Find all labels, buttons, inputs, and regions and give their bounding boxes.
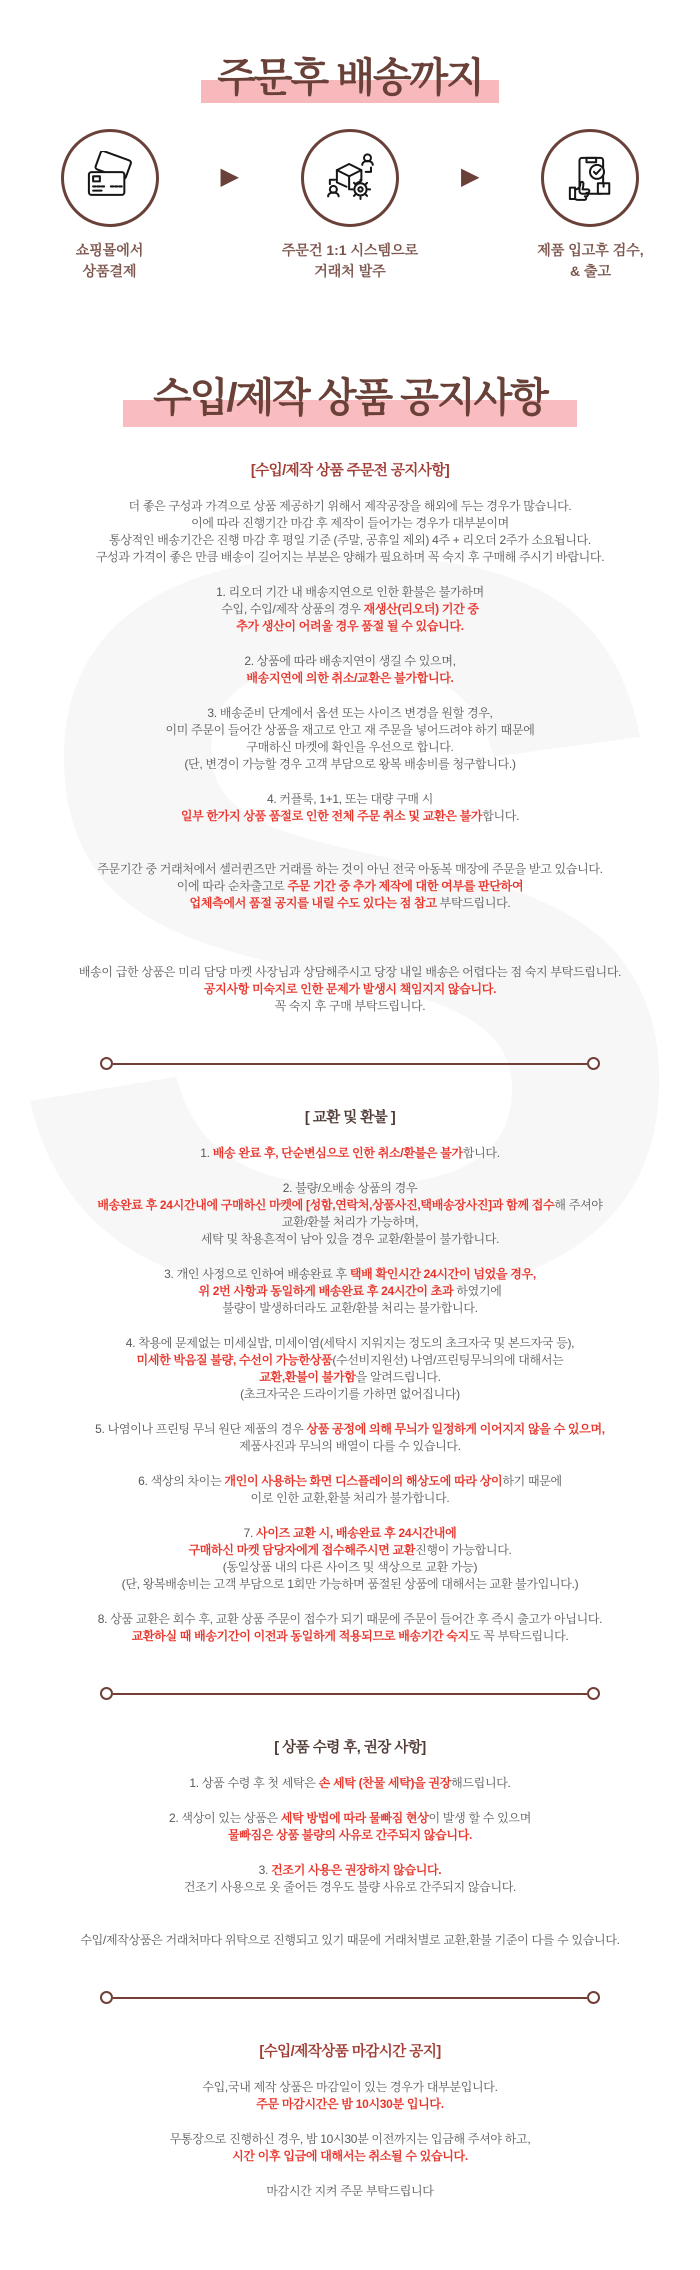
- text-segment: 부탁드립니다.: [436, 896, 511, 910]
- text-segment: 구성과 가격이 좋은 만큼 배송이 길어지는 부분은 양해가 필요하며 꼭 숙지 후 구매해 주시기 바랍니다.: [95, 550, 605, 564]
- notice-paragraph: [18, 1473, 682, 1507]
- notice-paragraph: [18, 705, 682, 773]
- text-segment: 이로 인한 교환,환불 처리가 불가합니다.: [250, 1491, 450, 1505]
- step-label: [537, 240, 643, 282]
- step-label-line1: 제품 입고후 검수,: [537, 242, 644, 258]
- text-segment: 2. 불량/오배송 상품의 경우: [282, 1181, 418, 1195]
- text-segment: 배송완료 후 24시간내에 구매하신 마켓에 [성함,연락처,상품사진,택배송장사진]과 함께 접수: [97, 1198, 555, 1212]
- process-title: [0, 46, 700, 103]
- process-step-order-system: [265, 129, 435, 282]
- text-segment: 구매하신 마켓 담당자에게 접수해주시면 교환: [188, 1543, 416, 1557]
- text-segment: 해드립니다.: [451, 1776, 511, 1790]
- text-segment: 교환/환불 처리가 가능하며,: [281, 1215, 419, 1229]
- step-label: [282, 240, 418, 282]
- text-segment: 택배 확인시간 24시간이 넘었을 경우,: [349, 1267, 536, 1281]
- text-segment: 일부 한가지 상품 품절로 인한 전체 주문 취소 및 교환은 불가: [180, 809, 483, 823]
- section-divider: [100, 1057, 600, 1070]
- step-icon-circle: [61, 129, 159, 227]
- text-segment: 위 2번 사항과 동일하게 배송완료 후 24시간이 초과: [198, 1284, 454, 1298]
- text-segment: 추가 생산이 어려울 경우 품절 될 수 있습니다.: [236, 619, 464, 633]
- text-segment: 수입,국내 제작 상품은 마감일이 있는 경우가 대부분입니다.: [202, 2080, 498, 2094]
- text-segment: 공지사항 미숙지로 인한 문제가 발생시 책임지지 않습니다.: [203, 982, 497, 996]
- text-segment: 무통장으로 진행하신 경우, 밤 10시30분 이전까지는 입금해 주셔야 하고,: [169, 2132, 531, 2146]
- text-segment: 이 발생 할 수 있으며: [428, 1811, 532, 1825]
- text-segment: 1.: [200, 1146, 213, 1160]
- notice-paragraph: [18, 653, 682, 687]
- notice-paragraph: [18, 498, 682, 566]
- section-heading: [ 교환 및 환불 ]: [304, 1110, 396, 1126]
- text-segment: 2. 상품에 따라 배송지연이 생길 수 있으며,: [244, 654, 456, 668]
- text-segment: 배송지연에 의한 취소/교환은 불가합니다.: [246, 671, 454, 685]
- notice-paragraph: [18, 791, 682, 825]
- text-segment: 구매하신 마켓에 확인을 우선으로 합니다.: [246, 740, 454, 754]
- notice-paragraph: [18, 1525, 682, 1593]
- section-divider: [100, 1991, 600, 2004]
- section-heading: [수입/제작상품 마감시간 공지]: [259, 2044, 441, 2060]
- process-step-inspection: [505, 129, 675, 282]
- notice-paragraph: [18, 964, 682, 1015]
- text-segment: 하였기에: [453, 1284, 502, 1298]
- step-label-line2: & 출고: [569, 263, 611, 279]
- text-segment: 미세한 박음질 불량, 수선이 가능한상품: [136, 1353, 333, 1367]
- order-process-steps: [0, 129, 700, 282]
- text-segment: 건조기 사용으로 옷 줄어든 경우도 불량 사유로 간주되지 않습니다.: [183, 1880, 517, 1894]
- text-segment: 제품사진과 무늬의 배열이 다를 수 있습니다.: [239, 1439, 461, 1453]
- text-segment: 사이즈 교환 시, 배송완료 후 24시간내에: [256, 1526, 457, 1540]
- section-heading: [수입/제작 상품 주문전 공지사항]: [250, 463, 450, 479]
- text-segment: 업체측에서 품절 공지를 내릴 수도 있다는 점 참고: [189, 896, 437, 910]
- notice-paragraph: [18, 1932, 682, 1949]
- divider-line: [113, 1063, 587, 1065]
- step-icon-circle: [541, 129, 639, 227]
- arrow-right-icon: ▶: [461, 163, 480, 190]
- notice-title: [0, 366, 700, 423]
- notice-paragraph: [18, 2131, 682, 2165]
- divider-line: [113, 1693, 587, 1695]
- notice-paragraph: [18, 1180, 682, 1248]
- text-segment: 수입/제작상품은 거래처마다 위탁으로 진행되고 있기 때문에 거래처별로 교환,환불 기준이 다를 수 있습니다.: [80, 1933, 620, 1947]
- step-label-line2: 상품결제: [82, 263, 137, 279]
- step-label-line1: 쇼핑몰에서: [75, 242, 144, 258]
- section-divider: [100, 1687, 600, 1700]
- divider-ring-icon: [587, 1687, 600, 1700]
- divider-ring-icon: [100, 1991, 113, 2004]
- text-segment: 교환하실 때 배송기간이 이전과 동일하게 적용되므로 배송기간 숙지: [131, 1629, 469, 1643]
- divider-ring-icon: [100, 1057, 113, 1070]
- text-segment: (초크자국은 드라이기를 가하면 없어집니다): [240, 1387, 460, 1401]
- text-segment: 마감시간 지켜 주문 부탁드립니다: [266, 2184, 434, 2198]
- step-label-line1: 주문건 1:1 시스템으로: [281, 242, 419, 258]
- divider-ring-icon: [100, 1687, 113, 1700]
- text-segment: (단, 변경이 가능할 경우 고객 부담으로 왕복 배송비를 청구합니다.): [184, 757, 516, 771]
- text-segment: 4. 커플룩, 1+1, 또는 대량 구매 시: [266, 792, 434, 806]
- text-segment: 도 꼭 부탁드립니다.: [468, 1629, 569, 1643]
- notice-paragraph: [18, 2079, 682, 2113]
- text-segment: 이에 따라 순차출고로: [176, 879, 288, 893]
- notice-paragraph: [18, 861, 682, 912]
- text-segment: 4. 착용에 문제없는 미세실밥, 미세이염(세탁시 지워지는 정도의 초크자국 및 본드자국 등),: [125, 1336, 575, 1350]
- text-segment: 진행이 가능합니다.: [415, 1543, 512, 1557]
- text-segment: 주문 마감시간은 밤 10시30분 입니다.: [256, 2097, 444, 2111]
- text-segment: 해 주셔야: [554, 1198, 603, 1212]
- text-segment: 하기 때문에: [502, 1474, 562, 1488]
- text-segment: 2. 색상이 있는 상품은: [168, 1811, 281, 1825]
- text-segment: (동일상품 내의 다른 사이즈 및 색상으로 교환 가능): [222, 1560, 478, 1574]
- text-segment: 3. 배송준비 단계에서 옵션 또는 사이즈 변경을 원할 경우,: [207, 706, 493, 720]
- text-segment: 3.: [258, 1863, 272, 1877]
- divider-ring-icon: [587, 1991, 600, 2004]
- inspection-icon: [562, 150, 618, 206]
- step-label: [76, 240, 144, 282]
- text-segment: 7.: [243, 1526, 257, 1540]
- text-segment: 합니다.: [482, 809, 520, 823]
- order-system-icon: [322, 150, 378, 206]
- notice-paragraph: [18, 1810, 682, 1844]
- text-segment: 건조기 사용은 권장하지 않습니다.: [271, 1863, 442, 1877]
- text-segment: 을 알려드립니다.: [355, 1370, 441, 1384]
- text-segment: (단, 왕복배송비는 고객 부담으로 1회만 가능하며 품절된 상품에 대해서는 교환 불가입니다.): [121, 1577, 579, 1591]
- text-segment: 배송 완료 후, 단순변심으로 인한 취소/환불은 불가: [212, 1146, 463, 1160]
- section-heading: [ 상품 수령 후, 권장 사항]: [274, 1740, 426, 1756]
- text-segment: 주문 기간 중 추가 제작에 대한 여부를 판단하여: [287, 879, 524, 893]
- notice-paragraph: [18, 1145, 682, 1162]
- text-segment: 꼭 숙지 후 구매 부탁드립니다.: [274, 999, 426, 1013]
- text-segment: 3. 개인 사정으로 인하여 배송완료 후: [164, 1267, 350, 1281]
- text-segment: 1. 상품 수령 후 첫 세탁은: [189, 1776, 319, 1790]
- notice-paragraph: [18, 584, 682, 635]
- text-segment: 시간 이후 입금에 대해서는 취소될 수 있습니다.: [232, 2149, 468, 2163]
- text-segment: 이에 따라 진행기간 마감 후 제작이 들어가는 경우가 대부분이며: [191, 516, 509, 530]
- text-segment: 상품 공정에 의해 무늬가 일정하게 이어지지 않을 수 있으며,: [306, 1422, 605, 1436]
- text-segment: 합니다.: [462, 1146, 500, 1160]
- text-segment: 수입, 수입/제작 상품의 경우: [221, 602, 364, 616]
- text-segment: 통상적인 배송기간은 진행 마감 후 평일 기준 (주말, 공휴일 제외) 4주 + 리오더 2주가 소요됩니다.: [109, 533, 591, 547]
- text-segment: 세탁 방법에 따라 물빠짐 현상: [280, 1811, 429, 1825]
- text-segment: 더 좋은 구성과 가격으로 상품 제공하기 위해서 제작공장을 해외에 두는 경우가 많습니다.: [128, 499, 572, 513]
- text-segment: 1. 리오더 기간 내 배송지연으로 인한 환불은 불가하며: [216, 585, 484, 599]
- text-segment: 손 세탁 (찬물 세탁)을 권장: [318, 1776, 452, 1790]
- step-label-line2: 거래처 발주: [314, 263, 386, 279]
- text-segment: 주문기간 중 거래처에서 셀러퀸즈만 거래를 하는 것이 아닌 전국 아동복 매장에 주문을 받고 있습니다.: [97, 862, 603, 876]
- notice-paragraph: [18, 1611, 682, 1645]
- text-segment: 개인이 사용하는 화면 디스플레이의 해상도에 따라 상이: [224, 1474, 503, 1488]
- text-segment: 세탁 및 착용흔적이 남아 있을 경우 교환/환불이 불가합니다.: [200, 1232, 500, 1246]
- notice-paragraph: [18, 2183, 682, 2200]
- arrow-right-icon: ▶: [220, 163, 239, 190]
- text-segment: 8. 상품 교환은 회수 후, 교환 상품 주문이 접수가 되기 때문에 주문이 들어간 후 즉시 출고가 아닙니다.: [97, 1612, 603, 1626]
- credit-card-icon: [83, 151, 137, 205]
- text-segment: 재생산(리오더) 기간 중: [363, 602, 479, 616]
- text-segment: 이미 주문이 들어간 상품을 재고로 안고 재 주문을 넣어드려야 하기 때문에: [165, 723, 535, 737]
- text-segment: 물빠짐은 상품 불량의 사유로 간주되지 않습니다.: [227, 1828, 473, 1842]
- notice-paragraph: [18, 1266, 682, 1317]
- text-segment: 5. 나염이나 프린팅 무늬 원단 제품의 경우: [95, 1422, 307, 1436]
- notice-paragraph: [18, 1335, 682, 1403]
- page-content: [0, 46, 700, 2200]
- text-segment: 6. 색상의 차이는: [138, 1474, 225, 1488]
- text-segment: 배송이 급한 상품은 미리 담당 마켓 사장님과 상담해주시고 당장 내일 배송은 어렵다는 점 숙지 부탁드립니다.: [78, 965, 622, 979]
- process-step-payment: [25, 129, 195, 282]
- text-segment: 교환,환불이 불가함: [259, 1370, 356, 1384]
- notice-paragraph: [18, 1775, 682, 1792]
- notice-title-text: 수입/제작 상품 공지사항: [123, 376, 577, 428]
- text-segment: (수선비지원선) 나염/프린팅무늬의에 대해서는: [332, 1353, 564, 1367]
- process-title-text: 주문후 배송까지: [201, 56, 499, 106]
- divider-ring-icon: [587, 1057, 600, 1070]
- text-segment: 불량이 발생하더라도 교환/환불 처리는 불가합니다.: [222, 1301, 478, 1315]
- divider-line: [113, 1997, 587, 1999]
- notice-body: [0, 459, 700, 2200]
- step-icon-circle: [301, 129, 399, 227]
- notice-paragraph: [18, 1862, 682, 1896]
- notice-paragraph: [18, 1421, 682, 1455]
